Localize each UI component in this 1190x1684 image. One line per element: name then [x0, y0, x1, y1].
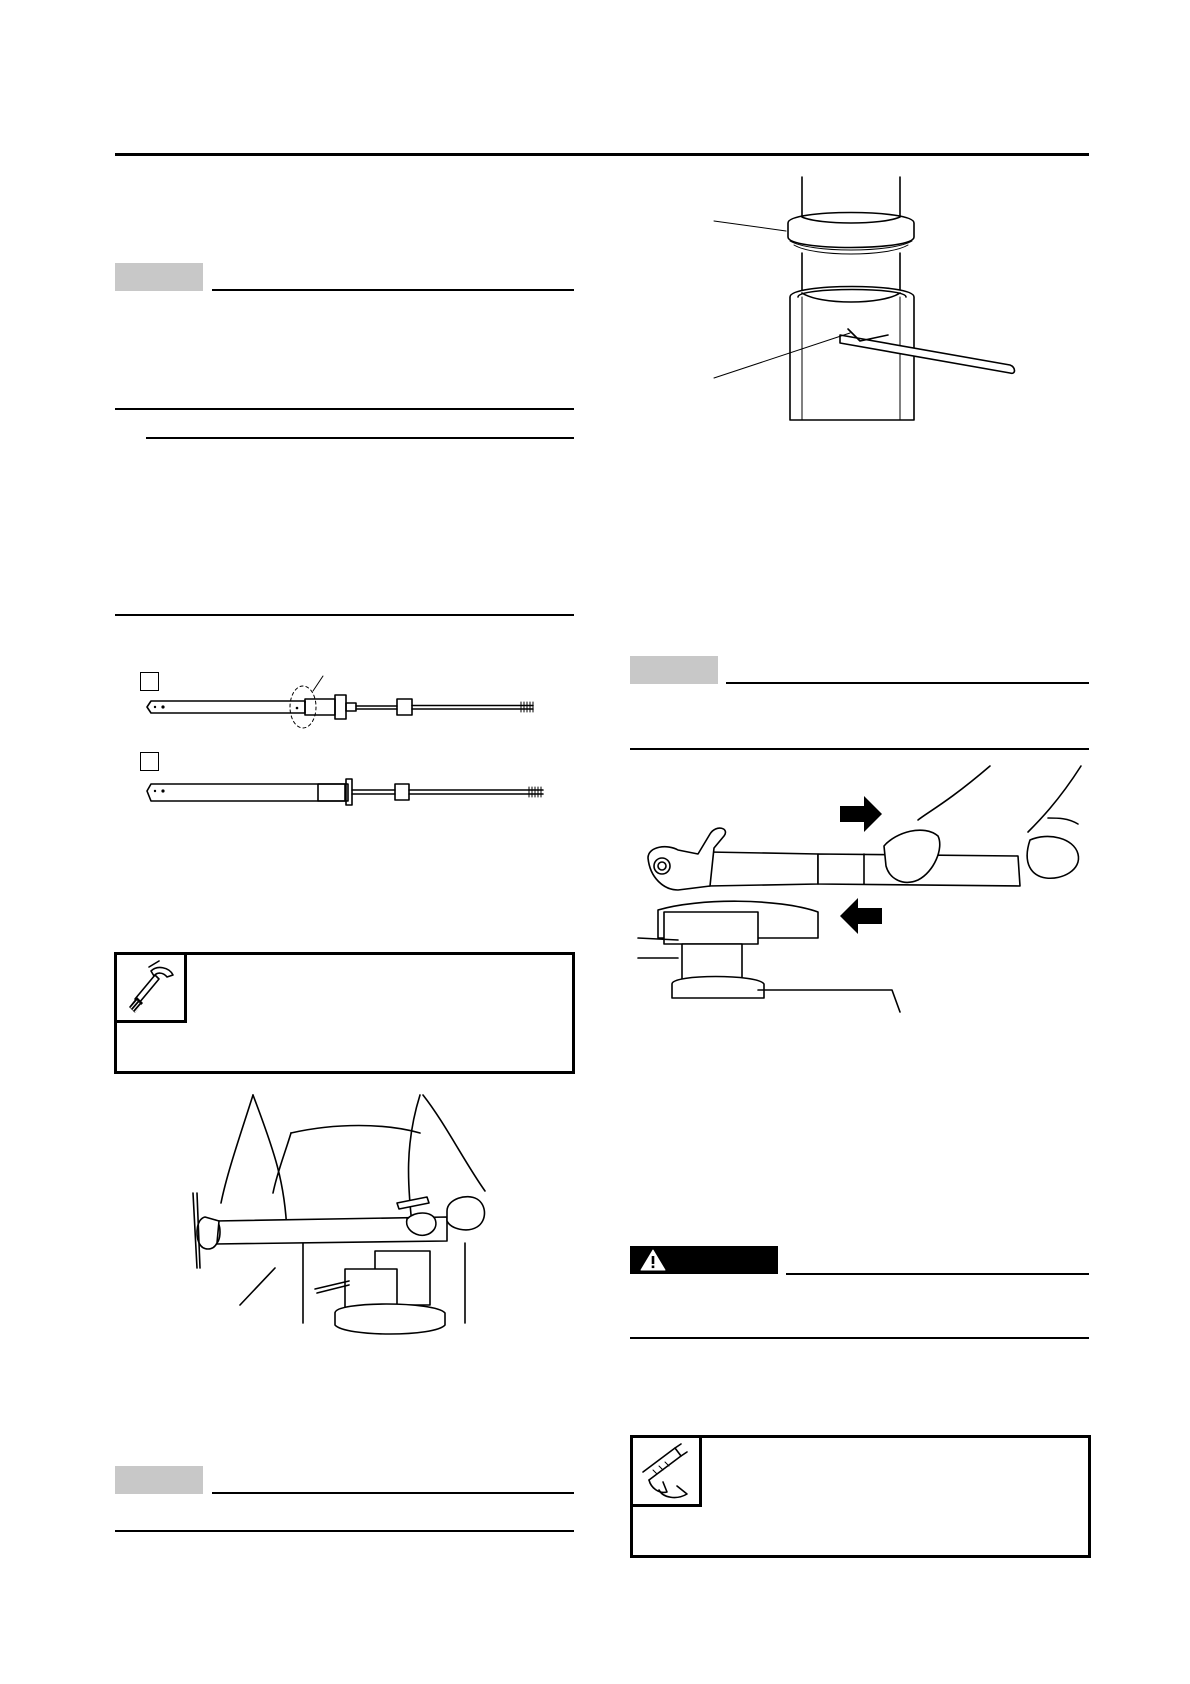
note-end-rule	[630, 748, 1089, 750]
warning-end-rule	[630, 1337, 1089, 1339]
caliper-icon-frame	[630, 1435, 702, 1507]
warning-tag	[630, 1246, 778, 1274]
section-rule	[115, 614, 574, 616]
caliper-icon	[637, 1442, 697, 1502]
note-tag	[115, 263, 203, 291]
special-tool-icon	[121, 959, 181, 1019]
variant-marker-box	[140, 752, 159, 771]
special-tool-icon-frame	[114, 952, 187, 1023]
note-tag-rule	[212, 289, 574, 291]
note-tag	[115, 1466, 203, 1494]
sub-rule	[146, 437, 574, 439]
warning-triangle-icon	[640, 1249, 666, 1271]
note-end-rule	[115, 408, 574, 410]
warning-tag-rule	[786, 1273, 1089, 1275]
note-tag	[630, 656, 718, 684]
slide-hammer-illustration	[638, 762, 1088, 1012]
note-tag-rule	[212, 1492, 574, 1494]
fork-in-vise-illustration	[185, 1093, 525, 1348]
note-tag-rule	[726, 682, 1089, 684]
header-rule	[115, 153, 1089, 156]
oil-seal-removal-illustration	[710, 175, 1030, 425]
damper-rod-type-1-illustration	[145, 688, 545, 728]
note-end-rule	[115, 1530, 574, 1532]
damper-rod-type-2-illustration	[145, 780, 555, 810]
